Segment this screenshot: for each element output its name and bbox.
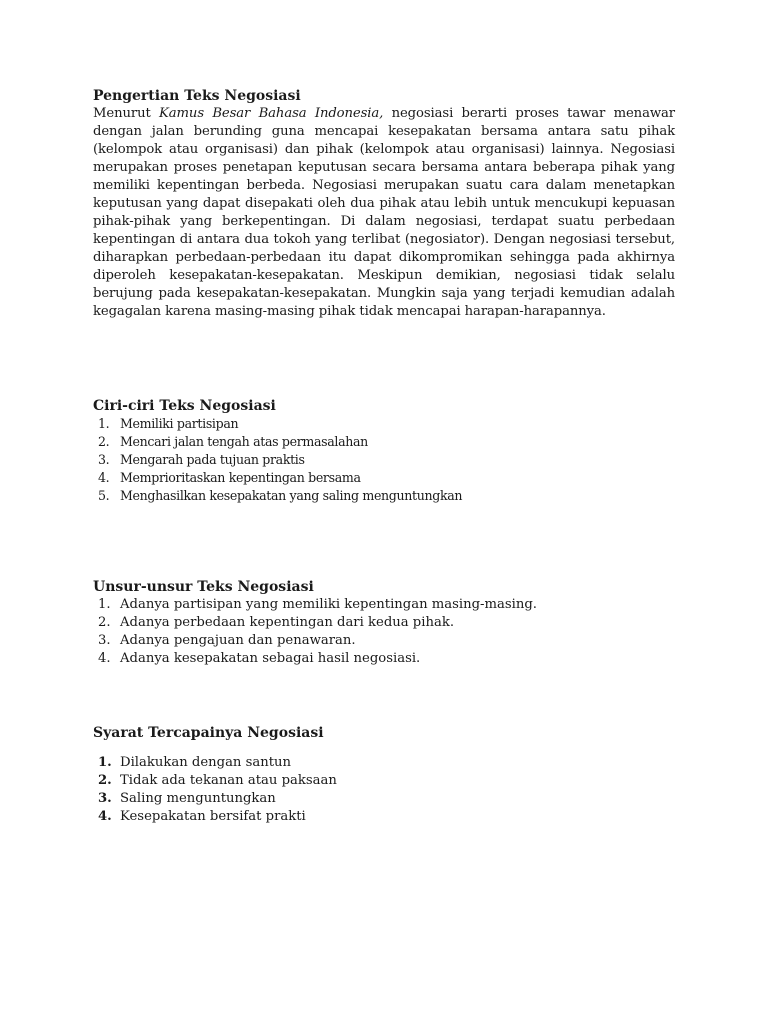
item-text: Adanya partisipan yang memiliki kepentingan masing-masing. (120, 597, 537, 612)
list-item (93, 772, 675, 790)
item-text: Adanya perbedaan kepentingan dari kedua pihak. (120, 615, 455, 630)
section-ciri-ciri (93, 397, 675, 505)
list-item (93, 808, 675, 826)
list-item (93, 632, 675, 650)
paragraph-body: negosiasi berarti proses tawar menawar dengan jalan berunding guna mencapai kesepakatan bersama antara satu pihak (kelompok atau organisasi) dan pihak (kelompok atau organisasi) lainnya. Negosiasi merupakan proses penetapan keputusan secara bersama antara beberapa pihak yang memiliki kepentingan berbeda. Negosiasi merupakan suatu cara dalam menetapkan keputusan yang dapat disepakati oleh dua pihak atau lebih untuk mencukupi kepuasan pihak-pihak yang berkepentingan. Di dalam negosiasi, terdapat suatu perbedaan kepentingan di antara dua tokoh yang terlibat (negosiator). Dengan negosiasi tersebut, diharapkan perbedaan-perbedaan itu dapat dikompromikan sehingga pada akhirnya diperoleh kesepakatan-kesepakatan. Meskipun demikian, negosiasi tidak selalu berujung pada kesepakatan-kesepakatan. Mungkin saja yang terjadi kemudian adalah kegagalan karena masing-masing pihak tidak mencapai harapan-harapannya. (93, 106, 675, 319)
item-number: 4. (98, 809, 112, 824)
item-number: 3. (98, 452, 110, 467)
dictionary-title: Kamus Besar Bahasa Indonesia, (159, 106, 384, 121)
item-number: 4. (98, 651, 111, 666)
item-number: 1. (98, 416, 110, 431)
list-item (93, 469, 675, 487)
item-text: Menghasilkan kesepakatan yang saling menguntungkan (120, 488, 463, 503)
elements-list (93, 596, 675, 668)
item-number: 3. (98, 633, 111, 648)
item-number: 4. (98, 470, 110, 485)
item-text: Dilakukan dengan santun (120, 755, 292, 770)
item-number: 5. (98, 488, 110, 503)
paragraph-intro: Menurut (93, 106, 160, 121)
definition-paragraph (93, 105, 675, 321)
item-text: Memprioritaskan kepentingan bersama (120, 470, 361, 485)
item-text: Saling menguntungkan (120, 791, 276, 806)
item-text: Kesepakatan bersifat prakti (120, 809, 306, 824)
section-heading: Pengertian Teks Negosiasi (93, 88, 301, 104)
item-text: Adanya kesepakatan sebagai hasil negosiasi. (120, 651, 421, 666)
list-item (93, 650, 675, 668)
item-number: 2. (98, 615, 111, 630)
section-heading: Ciri-ciri Teks Negosiasi (93, 398, 276, 414)
list-item (93, 451, 675, 469)
item-number: 2. (98, 434, 110, 449)
item-text: Adanya pengajuan dan penawaran. (120, 633, 356, 648)
section-heading: Syarat Tercapainya Negosiasi (93, 725, 324, 741)
item-text: Mencari jalan tengah atas permasalahan (120, 434, 368, 449)
section-unsur-unsur (93, 578, 675, 668)
item-number: 3. (98, 791, 112, 806)
section-pengertian (93, 87, 675, 321)
item-text: Mengarah pada tujuan praktis (120, 452, 305, 467)
item-number: 1. (98, 597, 111, 612)
item-text: Tidak ada tekanan atau paksaan (120, 773, 337, 788)
item-text: Memiliki partisipan (120, 416, 239, 431)
list-item (93, 790, 675, 808)
list-item (93, 433, 675, 451)
section-heading: Unsur-unsur Teks Negosiasi (93, 579, 314, 595)
list-item (93, 614, 675, 632)
item-number: 2. (98, 773, 112, 788)
characteristics-list (93, 415, 675, 505)
requirements-list (93, 754, 675, 826)
section-syarat (93, 724, 675, 826)
list-item (93, 487, 675, 505)
list-item (93, 596, 675, 614)
list-item (93, 754, 675, 772)
item-number: 1. (98, 755, 112, 770)
list-item (93, 415, 675, 433)
